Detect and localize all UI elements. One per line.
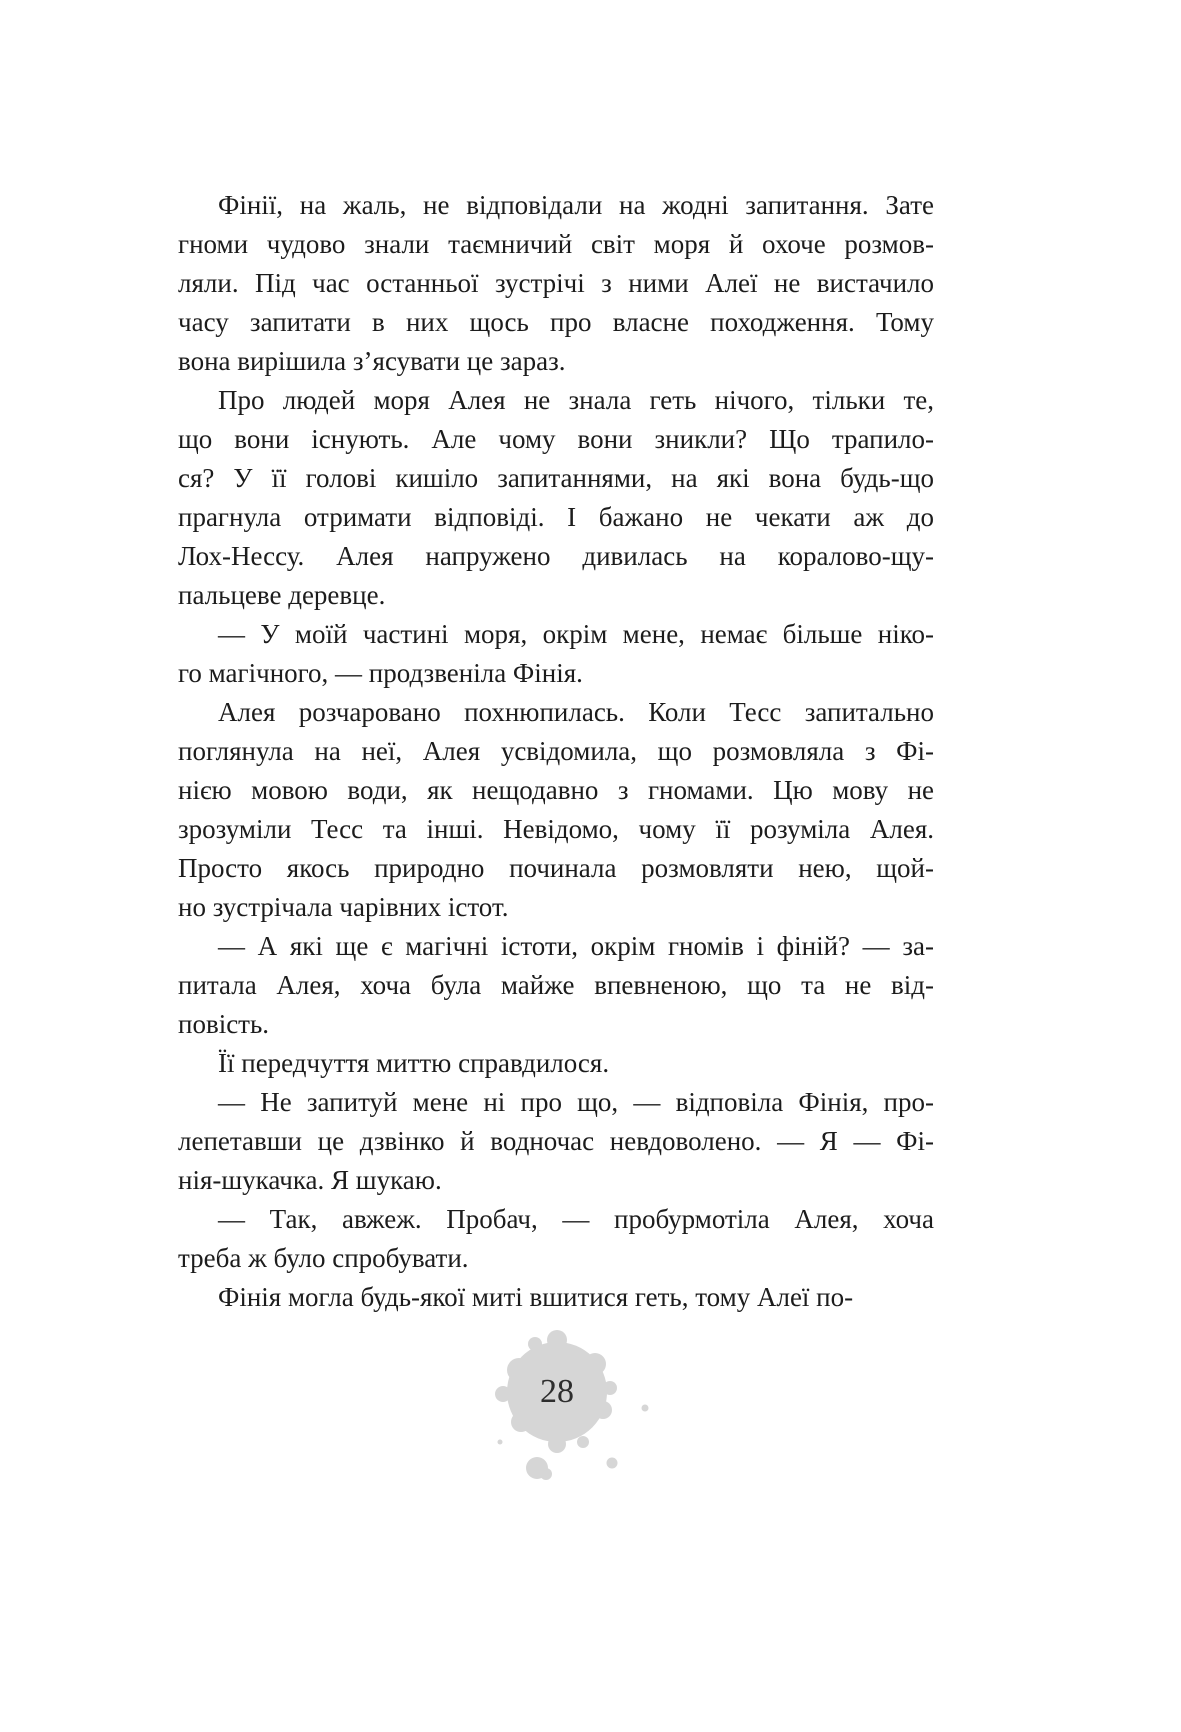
text-line: но зустрічала чарівних істот. [178,892,509,922]
paragraph [178,615,934,693]
text-line: питала Алея, хоча була майже впевненою, що та не від- [178,970,934,1000]
page-number-area [445,1292,665,1502]
text-line: лепетавши це дзвінко й водночас невдоволено. — Я — Фі- [178,1126,934,1156]
text-line: ляли. Під час останньої зустрічі з ними Алеї не вистачило [178,268,934,298]
text-line: нією мовою води, як нещодавно з гномами. Цю мову не [178,775,934,805]
text-line: гноми чудово знали таємничий світ моря й охоче розмов- [178,229,934,259]
text-line: часу запитати в них щось про власне походження. Тому [178,307,934,337]
text-line: Лох-Нессу. Алея напружено дивилась на коралово-щу- [178,541,934,571]
text-block [178,186,934,1317]
paragraph [178,1200,934,1278]
page-number: 28 [540,1373,574,1410]
paragraph [178,1044,934,1083]
text-line: ся? У її голові кишіло запитаннями, на які вона будь-що [178,463,934,493]
paragraph [178,927,934,1044]
text-line: Про людей моря Алея не знала геть нічого, тільки те, [218,385,934,415]
text-line: зрозуміли Тесс та інші. Невідомо, чому її розуміла Алея. [178,814,934,844]
paragraph [178,381,934,615]
text-line: — Не запитуй мене ні про що, — відповіла Фінія, про- [218,1087,934,1117]
text-line: — А які ще є магічні істоти, окрім гномів і фіній? — за- [218,931,934,961]
text-line: повість. [178,1009,270,1039]
text-line: Просто якось природно починала розмовляти нею, щой- [178,853,934,883]
text-line: — Так, авжеж. Пробач, — пробурмотіла Алея, хоча [218,1204,934,1234]
paragraph [178,693,934,927]
text-line: Фінії, на жаль, не відповідали на жодні запитання. Зате [218,190,934,220]
text-line: що вони існують. Але чому вони зникли? Що трапило- [178,424,934,454]
text-line: Алея розчаровано похнюпилась. Коли Тесс запитально [218,697,934,727]
text-line: вона вирішила з’ясувати це зараз. [178,346,566,376]
text-line: пальцеве деревце. [178,580,386,610]
text-line: Її передчуття миттю справдилося. [218,1048,610,1078]
text-line: Фінія могла будь-якої миті вшитися геть, тому Алеї по- [218,1282,854,1312]
text-line: поглянула на неї, Алея усвідомила, що розмовляла з Фі- [178,736,934,766]
text-line: — У моїй частині моря, окрім мене, немає більше ніко- [218,619,934,649]
paragraph [178,186,934,381]
text-line: прагнула отримати відповіді. І бажано не чекати аж до [178,502,934,532]
text-line: нія-шукачка. Я шукаю. [178,1165,442,1195]
text-line: го магічного, — продзвеніла Фінія. [178,658,583,688]
paragraph [178,1083,934,1200]
text-line: треба ж було спробувати. [178,1243,469,1273]
